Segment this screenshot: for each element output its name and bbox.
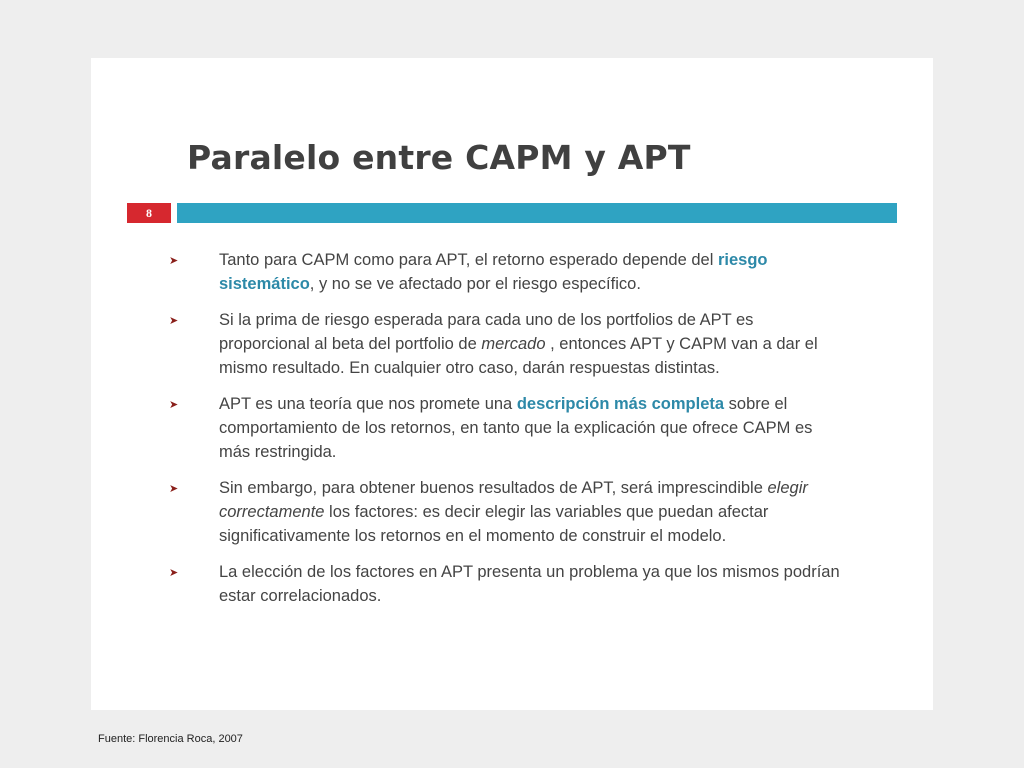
bullet-item [163, 392, 843, 464]
italic-text: mercado [481, 335, 546, 353]
source-caption: Fuente: Florencia Roca, 2007 [98, 733, 243, 745]
bullet-item [163, 248, 843, 296]
bullet-text-3 [219, 395, 812, 461]
arrowhead-bullet-icon: ➤ [169, 255, 179, 267]
arrowhead-bullet-icon: ➤ [169, 315, 179, 327]
bullet-list [163, 248, 843, 620]
arrowhead-bullet-icon: ➤ [169, 483, 179, 495]
title-accent-bar [177, 203, 897, 223]
bullet-item [163, 308, 843, 380]
slide-title: Paralelo entre CAPM y APT [187, 138, 691, 177]
italic-text: elegir correctamente [219, 479, 808, 521]
bullet-text-2 [219, 311, 818, 377]
bullet-text-segment: los factores: es decir elegir las variables que puedan afectar significativamente los retornos en el momento de construir el modelo. [219, 503, 769, 545]
arrowhead-bullet-icon: ➤ [169, 567, 179, 579]
page-number-badge: 8 [127, 203, 171, 223]
bullet-text-5 [219, 563, 840, 605]
highlight-text: riesgo sistemático [219, 251, 768, 293]
slide [91, 58, 933, 710]
bullet-text-segment: , entonces APT y CAPM van a dar el mismo resultado. En cualquier otro caso, darán respuestas distintas. [219, 335, 818, 377]
bullet-text-segment: Tanto para CAPM como para APT, el retorno esperado depende del [219, 251, 718, 269]
bullet-text-4 [219, 479, 808, 545]
bullet-item [163, 476, 843, 548]
bullet-text-segment: , y no se ve afectado por el riesgo específico. [309, 275, 641, 293]
arrowhead-bullet-icon: ➤ [169, 399, 179, 411]
bullet-text-segment: Sin embargo, para obtener buenos resultados de APT, será imprescindible [219, 479, 768, 497]
bullet-text-segment: Si la prima de riesgo esperada para cada uno de los portfolios de APT es proporcional al beta del portfolio de [219, 311, 754, 353]
highlight-text: descripción más completa [516, 395, 725, 413]
bullet-text-1 [219, 251, 768, 293]
bullet-text-segment: La elección de los factores en APT presenta un problema ya que los mismos podrían estar correlacionados. [219, 563, 840, 605]
bullet-text-segment: sobre el comportamiento de los retornos, en tanto que la explicación que ofrece CAPM es más restringida. [219, 395, 813, 461]
bullet-text-segment: APT es una teoría que nos promete una [219, 395, 517, 413]
bullet-item [163, 560, 843, 608]
